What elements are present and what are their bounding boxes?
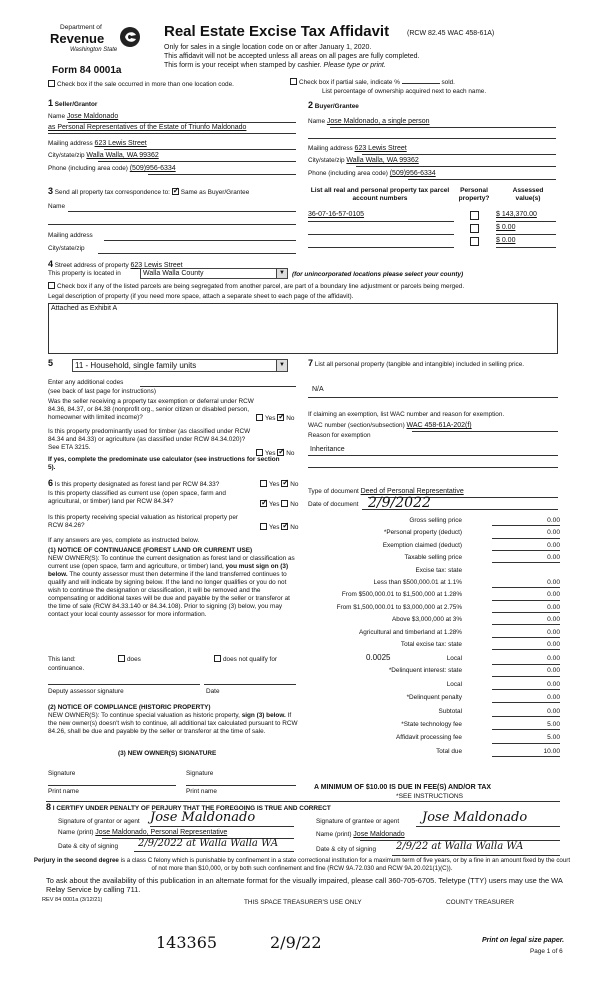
no-label: No — [286, 415, 295, 422]
partial-sale-checkbox[interactable] — [290, 78, 297, 85]
tax-row-label: *Delinquent interest: state — [388, 667, 462, 675]
grantee-signature-label: Signature of grantee or agent — [316, 818, 400, 825]
county-note: (for unincorporated locations please select your county) — [292, 271, 464, 278]
street-address-label: Street address of property — [54, 262, 129, 269]
corr-mail-label: Mailing address — [48, 232, 93, 239]
continuance-text-b: you must sign on (3) below. — [48, 563, 289, 578]
corr-name-label: Name — [48, 203, 66, 210]
continuance-text — [48, 555, 298, 619]
grantor-name-field[interactable]: Jose Maldonado, Personal Representative — [95, 829, 228, 836]
continuance-heading: (1) NOTICE OF CONTINUANCE (FOREST LAND OR CURRENT USE) — [48, 547, 253, 554]
instruction-line-3: This form is your receipt when stamped by cashier. — [164, 62, 322, 69]
yes-label: Yes — [265, 415, 276, 422]
buyer-city-label: City/state/zip — [308, 157, 345, 164]
no-label: No — [290, 481, 299, 488]
section-3-number: 3 — [48, 186, 54, 196]
correspondence-label: Send all property tax correspondence to: — [54, 189, 170, 196]
street-address-field[interactable]: 623 Lewis Street — [130, 262, 183, 269]
same-as-buyer-label: Same as Buyer/Grantee — [180, 189, 250, 196]
doc-date-field[interactable]: 2/9/2022 — [368, 495, 431, 511]
personal-property-field[interactable]: N/A — [312, 386, 324, 393]
multi-location-label: Check box if the sale occurred in more than one location code. — [57, 81, 234, 88]
handwritten-receipt-number: 143365 — [156, 933, 218, 952]
buyer-heading: Buyer/Grantee — [314, 103, 359, 110]
historic-no-checkbox[interactable] — [281, 523, 288, 530]
located-in-label: This property is located in — [48, 270, 121, 277]
wac-number-field[interactable]: WAC 458-61A-202(f) — [406, 422, 472, 429]
partial-sale-label: Check box if partial sale, indicate % — [299, 79, 400, 86]
exemption-question: Was the seller receiving a property tax exemption or deferral under RCW 84.36, 84.37, or 84.38 (nonprofit org., senior citizen or disabled person, homeowner with limited income)? — [48, 398, 254, 421]
tax-row-label: Total excise tax: state — [400, 641, 462, 648]
page-title: Real Estate Excise Tax Affidavit — [164, 23, 390, 40]
local-value[interactable]: 0.00 — [492, 655, 560, 664]
tax-row-value[interactable]: 0.00 — [492, 641, 560, 650]
chevron-down-icon: ▼ — [276, 269, 287, 278]
this-land-label: This land: — [48, 656, 76, 663]
tax-row-label: From $1,500,000.01 to $3,000,000 at 2.75% — [336, 603, 462, 611]
compliance-text-c: If the new owner(s) doesn't wish to continue, all additional tax calculated pursuant to RCW 84.26, shall be due and payable by the seller or transferor at the time of sale. — [48, 712, 298, 735]
tax-row-label: Subtotal — [438, 707, 462, 715]
county-value: Walla Walla County — [143, 270, 204, 277]
new-owner-print-label-2: Print name — [186, 788, 217, 795]
assessed-value-field[interactable]: $ 0.00 — [496, 224, 516, 231]
forest-no-checkbox[interactable] — [281, 480, 288, 487]
section-1-number: 1 — [48, 98, 54, 108]
tax-row-value[interactable]: 0.00 — [492, 591, 560, 600]
assessed-value-header: Assessed value(s) — [512, 187, 544, 203]
seller-city-field[interactable]: Walla Walla, WA 99362 — [86, 152, 159, 159]
personal-property-checkbox[interactable] — [470, 211, 479, 220]
tax-row-value[interactable]: 0.00 — [492, 554, 560, 563]
handwritten-receipt-date: 2/9/22 — [270, 933, 322, 952]
tax-row-label: Agricultural and timberland at 1.28% — [358, 628, 462, 636]
legal-description-value: Attached as Exhibit A — [51, 305, 118, 312]
continuance-label: continuance. — [48, 665, 85, 672]
claim-exemption-label: If claiming an exemption, list WAC number and reason for exemption. — [308, 411, 505, 418]
land-use-value: 11 - Household, single family units — [75, 361, 197, 370]
seller-name-field-2[interactable]: as Personal Representatives of the Estate of Triunfo Maldonado — [48, 124, 247, 131]
continuance-text-c: The county assessor must then determine if the land transferred continues to qualify and will indicate by signing below. If the land no longer qualifies or you do not wish to continue the designation or classification, it will be removed and the compensating or additional taxes will be due and payable by the seller or transferor at the time of sale (RCW 84.33.140 or 84.34.108). Prior to signing (3) below, you may contact your local county assessor for more information. — [48, 571, 290, 618]
seller-name-label: Name — [48, 113, 66, 120]
grantee-signature[interactable]: Jose Maldonado — [422, 810, 528, 825]
additional-codes-note: (see back of last page for instructions) — [48, 388, 156, 395]
local-label: Local — [446, 655, 462, 663]
tax-row-value[interactable]: 0.00 — [492, 681, 560, 690]
does-label: does — [127, 656, 141, 663]
perjury-bold: Perjury in the second degree — [33, 857, 119, 864]
buyer-mail-label: Mailing address — [308, 145, 353, 152]
revenue-logo — [38, 24, 148, 64]
tax-row-label: *Personal property (deduct) — [383, 529, 462, 537]
land-use-select[interactable] — [72, 359, 288, 372]
revenue-mark-icon — [118, 26, 142, 48]
type-or-print: Please type or print. — [323, 62, 386, 69]
tax-row-label: Exemption claimed (deduct) — [382, 541, 462, 549]
rcw-reference: (RCW 82.45 WAC 458-61A) — [407, 30, 495, 37]
tax-row-label: Excise tax: state — [415, 566, 462, 574]
compliance-text-b: sign (3) below. — [241, 712, 286, 719]
grantee-date-label: Date & city of signing — [316, 846, 377, 853]
section-5-number: 5 — [48, 358, 54, 368]
tax-row-value[interactable]: 5.00 — [492, 721, 560, 730]
tax-row-label: Affidavit processing fee — [396, 734, 462, 742]
historic-question: Is this property receiving special valuation as historical property per RCW 84.26? — [48, 514, 239, 529]
tax-row-value[interactable]: 0.00 — [492, 604, 560, 613]
section-6-number: 6 — [48, 478, 54, 488]
tax-row-value[interactable]: 0.00 — [492, 694, 560, 703]
tax-row-value[interactable]: 0.00 — [492, 542, 560, 551]
tax-row-value[interactable]: 10.00 — [492, 748, 560, 757]
buyer-name-label: Name — [308, 118, 326, 125]
multi-location-checkbox[interactable] — [48, 80, 55, 87]
personal-property-header: Personal property? — [458, 187, 490, 203]
forest-land-question: Is this property designated as forest land per RCW 84.33? — [54, 481, 220, 488]
perjury-text: is a class C felony which is punishable by confinement in a state correctional institution for a maximum term of five years, or by a fine in an amount fixed by the court of not more than $10,000, or by both such confinement and fine (RCW 9A.72.030 and RCW 9A.20.021(1)(C)). — [118, 857, 571, 872]
dept-line: Department of — [60, 24, 102, 31]
does-not-label: does not qualify for — [223, 656, 277, 663]
doc-date-label: Date of document — [308, 501, 359, 508]
buyer-phone-field[interactable]: (509)956-6334 — [389, 170, 436, 177]
county-treasurer-label: COUNTY TREASURER — [446, 899, 514, 906]
buyer-city-field[interactable]: Walla Walla, WA 99362 — [346, 157, 419, 164]
certify-statement: I CERTIFY UNDER PENALTY OF PERJURY THAT THE FOREGOING IS TRUE AND CORRECT — [52, 805, 331, 812]
personal-property-list-label: List all personal property (tangible and intangible) included in selling price. — [314, 361, 525, 368]
yes-label: Yes — [265, 450, 276, 457]
yes-label: Yes — [269, 524, 280, 531]
minimum-due-note: A MINIMUM OF $10.00 IS DUE IN FEE(S) AND/OR TAX — [314, 784, 492, 791]
yes-label: Yes — [269, 501, 280, 508]
new-owner-print-label: Print name — [48, 788, 79, 795]
seller-mail-field[interactable]: 623 Lewis Street — [94, 140, 147, 147]
seller-phone-field[interactable]: (509)956-6334 — [129, 165, 176, 172]
legal-description-label: Legal description of property (if you need more space, attach a separate sheet to each page of the affidavit). — [48, 293, 354, 300]
current-use-yes-checkbox[interactable] — [260, 500, 267, 507]
section-4-number: 4 — [48, 259, 54, 269]
tax-row-label: Local — [446, 680, 462, 688]
compliance-heading: (2) NOTICE OF COMPLIANCE (HISTORIC PROPERTY) — [48, 704, 211, 711]
perjury-notice — [32, 857, 572, 873]
section-8-number: 8 — [46, 802, 52, 812]
segregated-label: Check box if any of the listed parcels are being segregated from another parcel, are part of a boundary line adjustment or parcels being merged. — [57, 283, 465, 290]
reason-exemption-field[interactable]: Inheritance — [310, 446, 345, 453]
grantor-date-field[interactable]: 2/9/2022 at Walla Walla WA — [138, 838, 279, 849]
instruction-line-1: Only for sales in a single location code on or after January 1, 2020. — [164, 44, 372, 51]
tax-row-value[interactable]: 0.00 — [492, 708, 560, 717]
local-rate: 0.0025 — [366, 653, 391, 663]
tax-row-label: From $500,000.01 to $1,500,000 at 1.28% — [341, 591, 462, 599]
legal-description-textarea[interactable] — [48, 303, 558, 354]
does-not-qualify-checkbox[interactable] — [214, 655, 221, 662]
continuance-text-a: NEW OWNER(S): To continue the current designation as forest land or classification as current use (open space, farm and agriculture, or timber) land, — [48, 555, 295, 570]
see-instructions-note: *SEE INSTRUCTIONS — [396, 793, 464, 800]
current-use-no-checkbox[interactable] — [281, 500, 288, 507]
grantee-date-field[interactable]: 2/9/22 at Walla Walla WA — [396, 841, 524, 852]
timber-no-checkbox[interactable] — [277, 449, 284, 456]
doc-type-label: Type of document — [308, 488, 359, 495]
current-use-question: Is this property classified as current use (open space, farm and agricultural, or timber) land per RCW 84.34? — [48, 490, 226, 505]
assessed-value-field[interactable]: $ 0.00 — [496, 237, 516, 244]
tax-row-label: *State technology fee — [401, 721, 462, 728]
compliance-text-a: NEW OWNER(S): To continue special valuation as historic property, — [48, 712, 242, 719]
buyer-phone-label: Phone (including area code) — [308, 170, 388, 177]
partial-percent-field[interactable] — [402, 83, 440, 84]
grantee-name-field[interactable]: Jose Maldonado — [353, 831, 405, 838]
wac-number-label: WAC number (section/subsection) — [308, 422, 405, 429]
tax-row-label: Above $3,000,000 at 3% — [392, 616, 462, 624]
tax-row-label: Total due — [436, 747, 462, 755]
personal-property-checkbox[interactable] — [470, 224, 479, 233]
timber-yes-checkbox[interactable] — [256, 449, 263, 456]
deputy-signature-label: Deputy assessor signature — [48, 688, 124, 695]
treasurer-use-label: THIS SPACE TREASURER'S USE ONLY — [244, 899, 362, 906]
partial-note: List percentage of ownership acquired next to each name. — [322, 88, 487, 95]
state-line: Washington State — [70, 47, 118, 53]
forest-yes-checkbox[interactable] — [260, 480, 267, 487]
seller-phone-label: Phone (including area code) — [48, 165, 128, 172]
additional-codes-label: Enter any additional codes — [48, 379, 124, 386]
if-yes-note: If any answers are yes, complete as instructed below. — [48, 537, 200, 544]
corr-city-label: City/state/zip — [48, 245, 85, 252]
yes-label: Yes — [269, 481, 280, 488]
deputy-date-label: Date — [206, 688, 220, 695]
grantor-name-label: Name (print) — [58, 829, 94, 836]
tax-row-value[interactable]: 0.00 — [492, 667, 560, 676]
tax-row-value[interactable]: 0.00 — [492, 529, 560, 538]
same-as-buyer-checkbox[interactable] — [172, 188, 179, 195]
does-qualify-checkbox[interactable] — [118, 655, 125, 662]
tax-row-label: Less than $500,000.01 at 1.1% — [373, 579, 462, 586]
tax-row-value[interactable]: 5.00 — [492, 734, 560, 743]
accessibility-notice: To ask about the availability of this publication in an alternate format for the visually impaired, please call 360-705-6705. Teletype (TTY) users may use the WA Relay Service by calling 711. — [46, 876, 563, 895]
buyer-name-field[interactable]: Jose Maldonado, a single person — [326, 118, 430, 125]
new-owner-signature-heading: (3) NEW OWNER(S) SIGNATURE — [118, 750, 217, 757]
legal-size-note: Print on legal size paper. — [482, 937, 565, 944]
revision-label: REV 84 0001a (3/12/21) — [42, 897, 103, 903]
seller-heading: Seller/Grantor — [54, 101, 98, 108]
reason-exemption-label: Reason for exemption — [308, 432, 371, 439]
timber-note: If yes, complete the predominate use calculator (see instructions for section 5). — [48, 456, 280, 471]
no-label: No — [286, 450, 295, 457]
grantor-signature-label: Signature of grantor or agent — [58, 818, 140, 825]
grantor-signature[interactable]: Jose Maldonado — [150, 810, 256, 825]
assessed-value-field[interactable]: $ 143,370.00 — [496, 211, 537, 218]
section-7-number: 7 — [308, 358, 314, 368]
grantor-date-label: Date & city of signing — [58, 843, 119, 850]
tax-row-value[interactable]: 0.00 — [492, 616, 560, 625]
tax-row-value[interactable]: 0.00 — [492, 629, 560, 638]
no-label: No — [290, 501, 299, 508]
parcel-row — [308, 211, 558, 223]
exemption-no-checkbox[interactable] — [277, 414, 284, 421]
personal-property-checkbox[interactable] — [470, 237, 479, 246]
parcel-row — [308, 237, 558, 249]
tax-row-label: Taxable selling price — [404, 554, 462, 562]
tax-row-label: Gross selling price — [409, 517, 462, 524]
timber-question: Is this property predominantly used for timber (as classified under RCW 84.34 and 84.33) or agriculture (as classified under RCW 84.34.020)? See ETA 3215. — [48, 428, 251, 451]
buyer-mail-field[interactable]: 623 Lewis Street — [354, 145, 407, 152]
grantee-name-label: Name (print) — [316, 831, 352, 838]
compliance-text — [48, 712, 298, 736]
doc-type-field[interactable]: Deed of Personal Representative — [360, 488, 464, 495]
form-number: Form 84 0001a — [52, 65, 122, 76]
no-label: No — [290, 524, 299, 531]
new-owner-signature-label-2: Signature — [186, 770, 214, 777]
parcel-row — [308, 224, 558, 236]
tax-row-label: *Delinquent penalty — [406, 694, 462, 702]
segregated-checkbox[interactable] — [48, 282, 55, 289]
seller-name-field[interactable]: Jose Maldonado — [66, 113, 119, 120]
historic-yes-checkbox[interactable] — [260, 523, 267, 530]
tax-row-value[interactable]: 0.00 — [492, 579, 560, 588]
county-select[interactable] — [140, 268, 288, 279]
parcel-list-header: List all real and personal property tax parcel account numbers — [310, 187, 450, 203]
exemption-yes-checkbox[interactable] — [256, 414, 263, 421]
dept-name: Revenue — [50, 31, 105, 46]
tax-row-value[interactable]: 0.00 — [492, 517, 560, 526]
partial-sold-label: sold. — [441, 79, 455, 86]
page-number: Page 1 of 6 — [530, 948, 563, 955]
new-owner-signature-label: Signature — [48, 770, 76, 777]
section-2-number: 2 — [308, 100, 314, 110]
seller-mail-label: Mailing address — [48, 140, 93, 147]
chevron-down-icon: ▼ — [276, 360, 287, 371]
parcel-number-field[interactable]: 36-07-16-57-0105 — [308, 211, 365, 218]
instruction-line-2: This affidavit will not be accepted unless all areas on all pages are fully completed. — [164, 53, 420, 60]
seller-city-label: City/state/zip — [48, 152, 85, 159]
